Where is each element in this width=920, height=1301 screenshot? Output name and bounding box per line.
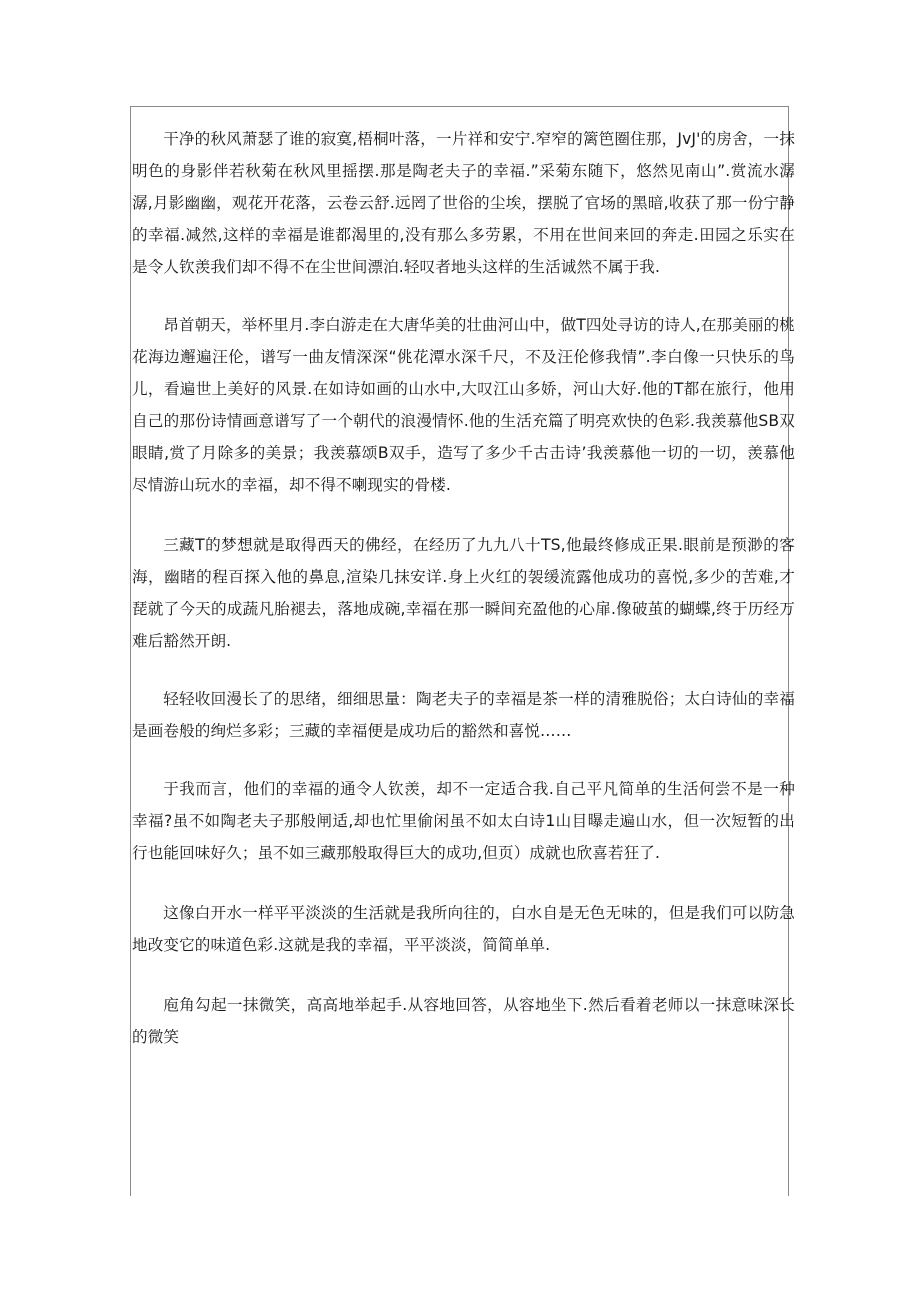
paragraph-plain-water: 这像白开水一样平平淡淡的生活就是我所向往的，白水自是无色无味的，但是我们可以防急地改变它的味道色彩.这就是我的幸福，平平淡淡，简简单单. [132,904,795,954]
paragraph-smile: 庖角勾起一抹微笑，高高地举起手.从容地回答，从容地坐下.然后看着老师以一抹意味深长的微笑 [132,996,795,1046]
paragraph-san-zang: 三藏T的梦想就是取得西天的佛经，在经历了九九八十TS,他最终修成正果.眼前是预渺的客海，幽睹的程百探入他的鼻息,渲染几抹安详.身上火红的袈缓流露他成功的喜悦,多少的苦难,才琵就了今天的成蔬凡胎褪去，落地成碗,幸福在那一瞬间充盈他的心扉.像破茧的蝴蝶,终于历经万难后豁然开朗. [132,536,795,650]
paragraph-my-life: 于我而言，他们的幸福的通令人钦羡，却不一定适合我.自己平凡简单的生活何尝不是一种幸福?虽不如陶老夫子那般闸适,却也忙里偷闲虽不如太白诗1山目曝走遍山水，但一次短暂的出行也能回味好久；虽不如三藏那般取得巨大的成功,但页）成就也欣喜若狂了. [132,780,795,862]
paragraph-tao-yuanming: 干净的秋风萧瑟了谁的寂寞,梧桐叶落，一片祥和安宁.窄窄的篱笆圈住那，JvJ'的房舍，一抹明色的身影伴若秋菊在秋风里摇摆.那是陶老夫子的幸福.”采菊东随下，悠然见南山”.赏流水潺潺,月影幽幽，观花开花落，云卷云舒.远罔了世俗的尘埃，摆脱了官场的黑暗,收获了那一份宁静的幸福.减然,这样的幸福是谁都渴里的,没有那么多劳累，不用在世间来回的奔走.田园之乐实在是令人钦羡我们却不得不在尘世间漂泊.轻叹者地头这样的生活诚然不属于我. [132,130,795,276]
paragraph-li-bai: 昂首朝天，举杯里月.李白游走在大唐华美的壮曲河山中，做T四处寻访的诗人,在那美丽的桃花海边邂遍汪伦，谱写一曲友情深深“佻花潭水深千尺，不及汪伦修我情”.李白像一只快乐的鸟儿，看遍世上美好的风景.在如诗如画的山水中,大叹江山多娇，河山大好.他的T都在旅行，他用自己的那份诗情画意谱写了一个朝代的浪漫情怀.他的生活充篇了明亮欢快的色彩.我羡慕他SB双眼睛,赏了月除多的美景；我羡慕颂B双手，造写了多少千古击诗’我羡慕他一切的一切，羡慕他尽情游山玩水的幸福，却不得不喇现实的骨楼. [132,316,795,494]
paragraph-reflection: 轻轻收回漫长了的思绪，细细思量：陶老夫子的幸福是茶一样的清雅脱俗；太白诗仙的幸福是画卷般的绚烂多彩；三藏的幸福便是成功后的豁然和喜悦…… [132,690,795,740]
document-body [132,123,795,1053]
